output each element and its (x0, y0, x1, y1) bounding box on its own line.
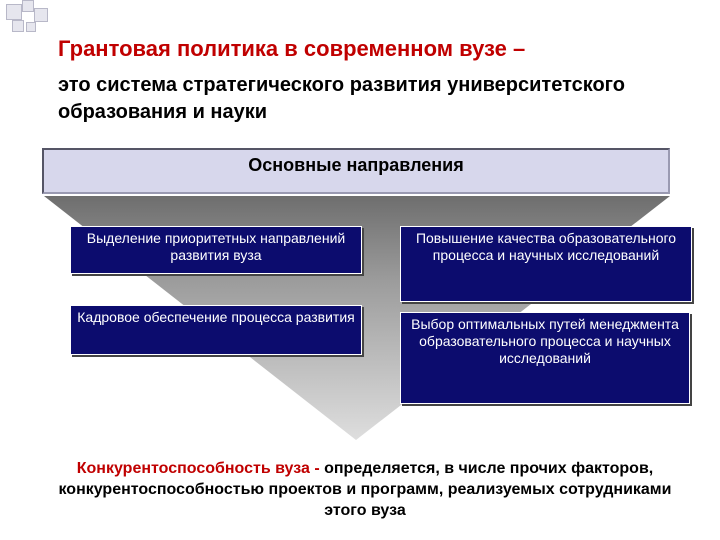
slide-title: Грантовая политика в современном вузе – (58, 36, 526, 61)
direction-staffing: Кадровое обеспечение процесса развития (70, 305, 362, 355)
slide-subtitle: это система стратегического развития университетского образования и науки (58, 74, 625, 123)
direction-priority-areas: Выделение приоритетных направлений развития вуза (70, 226, 362, 274)
main-directions-header: Основные направления (42, 148, 670, 194)
footer-accent: Конкурентоспособность вуза - (76, 460, 320, 477)
direction-management-paths: Выбор оптимальных путей менеджмента образовательного процесса и научных исследований (400, 312, 690, 404)
direction-quality-improvement: Повышение качества образовательного процесса и научных исследований (400, 226, 692, 302)
footer-statement (40, 458, 690, 521)
footer-text: определяется, в числе прочих факторов, конкурентоспособностью проектов и программ, реализуемых сотрудниками этого вуза (58, 460, 672, 519)
